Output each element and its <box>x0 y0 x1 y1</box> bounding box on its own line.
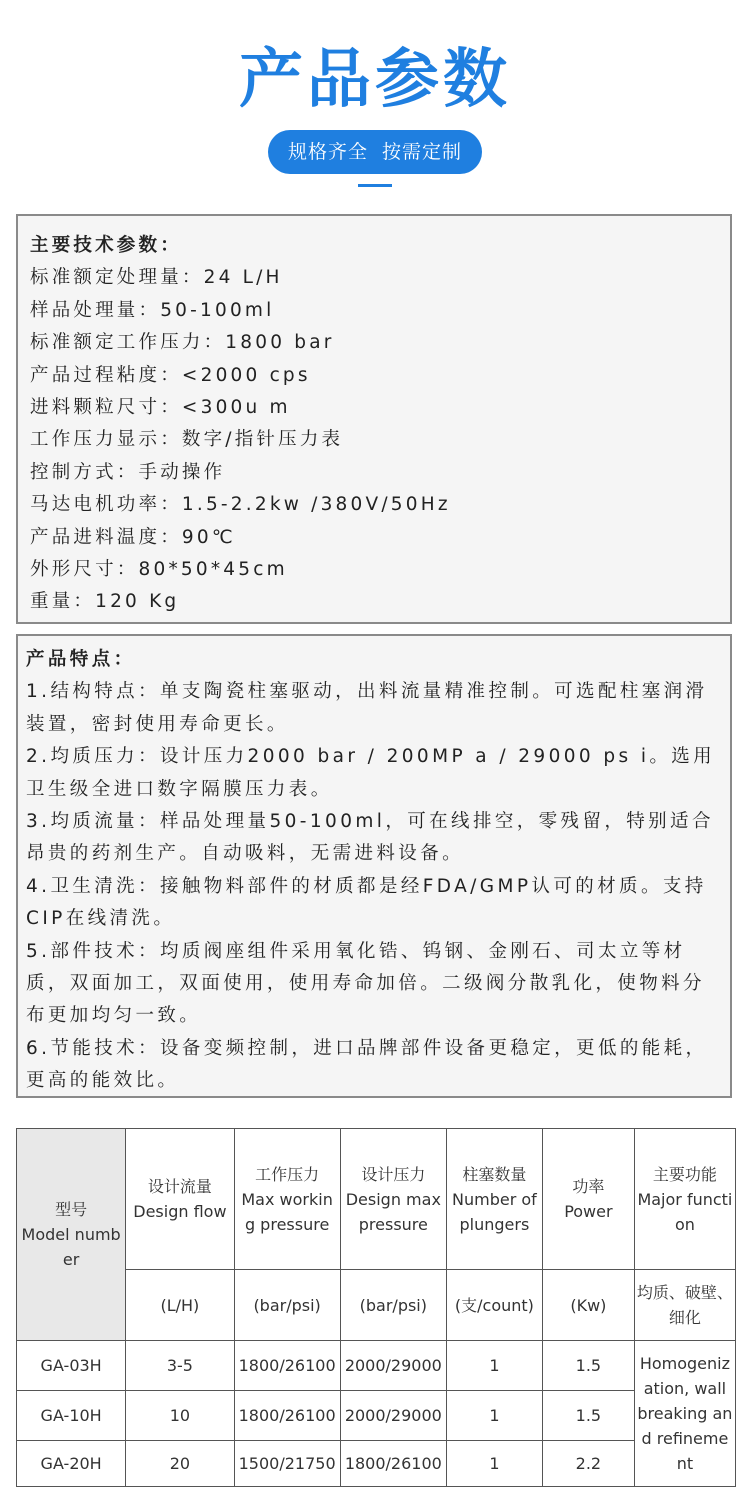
feature-item: 1.结构特点：单支陶瓷柱塞驱动，出料流量精准控制。可选配柱塞润滑装置，密封使用寿命更长。 <box>26 681 708 735</box>
table-row <box>17 1391 736 1441</box>
cell-plungers: 1 <box>446 1391 542 1441</box>
header-function: 主要功能 Major function <box>634 1129 735 1270</box>
spec-line: 工作压力显示：数字/指针压力表 <box>30 429 344 451</box>
cell-flow: 10 <box>126 1391 234 1441</box>
spec-line: 标准额定处理量：24 L/H <box>30 267 283 289</box>
unit-plungers: (支/count) <box>446 1270 542 1341</box>
cell-working-pressure: 1800/26100 <box>234 1391 340 1441</box>
spec-line: 外形尺寸：80*50*45cm <box>30 559 288 581</box>
feature-item: 3.均质流量：样品处理量50-100ml，可在线排空，零残留，特别适合昂贵的药剂生产。自动吸料，无需进料设备。 <box>26 811 714 865</box>
spec-line: 产品进料温度：90℃ <box>30 526 236 548</box>
cell-power: 1.5 <box>542 1391 634 1441</box>
header-power: 功率 Power <box>542 1129 634 1270</box>
table-row <box>17 1441 736 1487</box>
spec-line: 产品过程粘度：<2000 cps <box>30 364 311 386</box>
features-heading: 产品特点： <box>26 649 136 670</box>
features-panel <box>16 634 732 1098</box>
cell-design-pressure: 2000/29000 <box>340 1391 446 1441</box>
cell-flow: 20 <box>126 1441 234 1487</box>
unit-design-pressure: (bar/psi) <box>340 1270 446 1341</box>
header-working-pressure: 工作压力 Max working pressure <box>234 1129 340 1270</box>
spec-line: 马达电机功率：1.5-2.2kw /380V/50Hz <box>30 494 451 516</box>
cell-design-pressure: 2000/29000 <box>340 1341 446 1391</box>
cell-function-desc: Homogenization, wall breaking and refinement <box>634 1341 735 1487</box>
header-model: 型号 Model number <box>17 1129 126 1341</box>
cell-working-pressure: 1800/26100 <box>234 1341 340 1391</box>
feature-item: 2.均质压力：设计压力2000 bar / 200MP a / 29000 ps i。选用卫生级全进口数字隔膜压力表。 <box>26 746 716 800</box>
cell-model: GA-03H <box>17 1341 126 1391</box>
spec-line: 样品处理量：50-100ml <box>30 299 275 321</box>
spec-line: 控制方式：手动操作 <box>30 461 226 483</box>
header-flow: 设计流量 Design flow <box>126 1129 234 1270</box>
feature-item: 6.节能技术：设备变频控制，进口品牌部件设备更稳定，更低的能耗，更高的能效比。 <box>26 1037 708 1092</box>
spec-line: 标准额定工作压力：1800 bar <box>30 332 335 354</box>
page-title: 产品参数 <box>239 43 511 117</box>
unit-function: 均质、破壁、细化 <box>634 1270 735 1341</box>
feature-item: 4.卫生清洗：接触物料部件的材质都是经FDA/GMP认可的材质。支持CIP在线清洗。 <box>26 875 707 930</box>
cell-plungers: 1 <box>446 1441 542 1487</box>
specs-heading: 主要技术参数： <box>30 235 182 256</box>
unit-working-pressure: (bar/psi) <box>234 1270 340 1341</box>
unit-flow: (L/H) <box>126 1270 234 1341</box>
cell-power: 1.5 <box>542 1341 634 1391</box>
page-header <box>0 0 750 200</box>
cell-working-pressure: 1500/21750 <box>234 1441 340 1487</box>
cell-design-pressure: 1800/26100 <box>340 1441 446 1487</box>
cell-flow: 3-5 <box>126 1341 234 1391</box>
cell-power: 2.2 <box>542 1441 634 1487</box>
title-underline-decoration <box>358 184 392 187</box>
spec-line: 进料颗粒尺寸：<300u m <box>30 397 291 419</box>
cell-model: GA-10H <box>17 1391 126 1441</box>
unit-power: (Kw) <box>542 1270 634 1341</box>
feature-item: 5.部件技术：均质阀座组件采用氧化锆、钨钢、金刚石、司太立等材质，双面加工，双面使用，使用寿命加倍。二级阀分散乳化，使物料分布更加均匀一致。 <box>26 940 705 1027</box>
model-spec-table <box>16 1128 736 1487</box>
header-design-pressure: 设计压力 Design max pressure <box>340 1129 446 1270</box>
spec-line: 重量：120 Kg <box>30 591 180 613</box>
subtitle-badge: 规格齐全 按需定制 <box>268 130 482 174</box>
specs-panel <box>16 214 732 624</box>
header-plungers: 柱塞数量 Number of plungers <box>446 1129 542 1270</box>
table-row <box>17 1341 736 1391</box>
cell-model: GA-20H <box>17 1441 126 1487</box>
cell-plungers: 1 <box>446 1341 542 1391</box>
